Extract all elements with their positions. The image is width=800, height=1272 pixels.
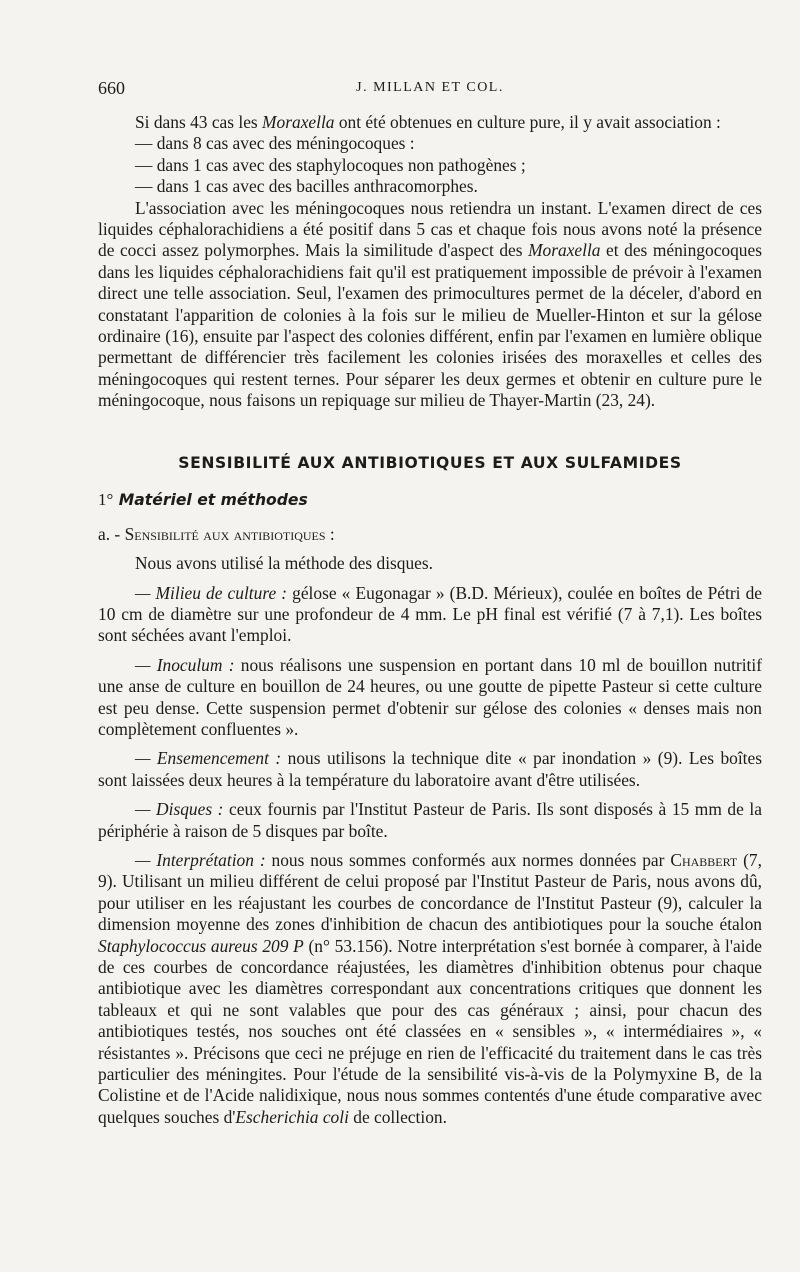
item-heading: [98, 524, 762, 545]
item-prefix: a. -: [98, 523, 125, 544]
text-run: (n° 53.156). Notre interprétation s'est bornée à comparer, à l'aide de ces courbes de concordance réajustées, les diamètres d'inhibition obtenus pour chaque antibiotique avec les diamètres correspondant aux concentrations critiques que donnent les tableaux et qui ne sont valables que pour des cas généraux ; ainsi, pour chacun des antibiotiques testés, nos souches ont été classées en « sensibles », « intermédiaires », « résistantes ». Précisons que ceci ne préjuge en rien de l'efficacité du traitement dans le cas très particulier des méningites. Pour l'étude de la sensibilité vis-à-vis de la Polymyxine B, de la Colistine et de l'Acide nalidixique, nous nous sommes contentés d'une étude comparative avec quelques souches d': [98, 935, 762, 1127]
page-number: 660: [98, 78, 125, 98]
text-run: ont été obtenues en culture pure, il y avait association :: [334, 112, 721, 132]
text-run: (7, 9). Utilisant un milieu différent de celui proposé par l'Institut Pasteur de Paris, nous avons dû, pour utiliser en les réajustant les courbes de concordance de l'Institut Pasteur (9), calculer la dimension moyenne des zones d'inhibition de chacun des antibiotiques pour la souche étalon: [98, 849, 762, 935]
paragraph-inoculum: [98, 655, 762, 741]
text-run: de collection.: [348, 1106, 447, 1127]
paragraph-meningococcus: [98, 198, 762, 412]
species-name: Escherichia coli: [235, 1106, 349, 1127]
text-run: Si dans 43 cas les: [135, 112, 263, 132]
text-run: nous utilisons la technique dite « par inondation » (9). Les boîtes sont laissées deux heures à la température du laboratoire avant d'être utilisées.: [98, 748, 762, 790]
running-header: [98, 78, 762, 112]
author-name: Chabbert: [670, 849, 738, 870]
subsection-number: 1°: [98, 489, 114, 509]
subsection-label: Matériel et méthodes: [118, 490, 308, 509]
term-label: — Disques :: [135, 799, 224, 820]
species-name: Staphylococcus aureus 209 P: [98, 935, 304, 956]
subsection-title: [98, 490, 762, 510]
paragraph-milieu: [98, 583, 762, 647]
text-run: nous réalisons une suspension en portant dans 10 ml de bouillon nutritif une anse de culture en bouillon de 24 heures, ou une goutte de pipette Pasteur si cette culture est peu dense. Cette suspension permet d'obtenir sur gélose des colonies « denses mais non complètement confluentes ».: [98, 654, 762, 739]
paragraph-ensemencement: [98, 748, 762, 791]
item-title: Sensibilité aux antibiotiques: [124, 523, 326, 544]
list-item: — dans 1 cas avec des staphylocoques non pathogènes ;: [135, 154, 526, 175]
term-label: — Milieu de culture :: [135, 582, 288, 603]
term-label: — Inoculum :: [135, 654, 235, 675]
paragraph-association: [98, 112, 762, 133]
text-run: L'association avec les méningocoques nous retiendra un instant. L'examen direct de ces liquides céphalorachidiens a été positif dans 5 cas et chaque fois nous avons noté la présence de cocci assez polymorphes. Mais la similitude d'aspect des: [98, 197, 762, 261]
paragraph-disques: [98, 799, 762, 842]
list-item: — dans 8 cas avec des méningocoques :: [135, 133, 415, 154]
text-run: gélose « Eugonagar » (B.D. Mérieux), coulée en boîtes de Pétri de 10 cm de diamètre sur une profondeur de 4 mm. Le pH final est vérifié (7 à 7,1). Les boîtes sont séchées avant l'emploi.: [98, 582, 762, 646]
term-label: — Ensemencement :: [135, 748, 282, 769]
text-run: et des méningocoques dans les liquides céphalorachidiens fait qu'il est pratiquement impossible de prévoir à l'examen direct une telle association. Seul, l'examen des primocultures permet de la déceler, d'abord en constatant l'apparition de colonies à la fois sur le milieu de Mueller-Hinton et sur la gélose ordinaire (16), ensuite par l'aspect des colonies différent, enfin par l'examen en lumière oblique permettant de différencier très facilement les colonies irisées des moraxelles et celles des méningocoques qui restent ternes. Pour séparer les deux germes et obtenir en culture pure le méningocoque, nous faisons un repiquage sur milieu de Thayer-Martin (23, 24).: [98, 240, 762, 411]
section-title: SENSIBILITÉ AUX ANTIBIOTIQUES ET AUX SULFAMIDES: [178, 453, 682, 472]
running-title: J. MILLAN ET COL.: [356, 80, 504, 95]
item-suffix: :: [325, 523, 335, 544]
genus-name: Moraxella: [262, 112, 335, 132]
text-run: ceux fournis par l'Institut Pasteur de Paris. Ils sont disposés à 15 mm de la périphérie à raison de 5 disques par boîte.: [98, 799, 762, 841]
genus-name: Moraxella: [528, 240, 601, 261]
paragraph-method: Nous avons utilisé la méthode des disques.: [135, 553, 434, 574]
paragraph-interpretation: [98, 850, 762, 1128]
term-label: — Interprétation :: [135, 849, 266, 870]
text-run: nous nous sommes conformés aux normes données par: [265, 849, 671, 870]
list-item: — dans 1 cas avec des bacilles anthracomorphes.: [135, 176, 478, 197]
